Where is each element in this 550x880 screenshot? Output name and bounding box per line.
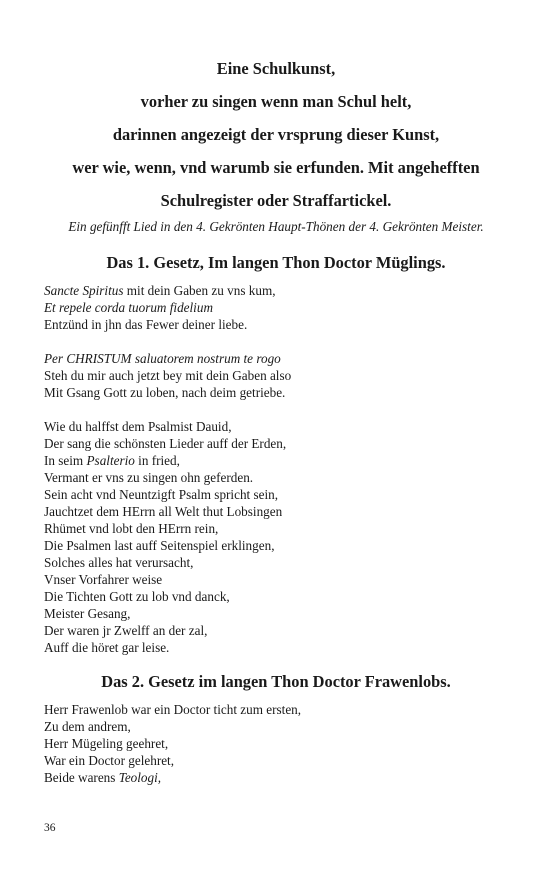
- verse-text: Die Tichten Gott zu lob vnd danck,: [44, 589, 230, 604]
- verse-line: [44, 282, 508, 299]
- verse-text: Meister Gesang,: [44, 606, 131, 621]
- verse-italic: Teologi,: [118, 770, 162, 785]
- title-line: Eine Schulkunst,: [216, 59, 336, 78]
- verse-text: Herr Frawenlob war ein Doctor ticht zum ersten,: [44, 702, 302, 717]
- title-line: wer wie, wenn, vnd warumb sie erfunden. Mit angehefften: [72, 158, 480, 177]
- verse-text: In seim: [44, 453, 87, 468]
- verse-text: Solches alles hat verursacht,: [44, 555, 194, 570]
- verse-italic: Psalterio: [86, 453, 135, 468]
- stanza: [44, 350, 508, 401]
- verse-text: Vermant er vns zu singen ohn geferden.: [44, 470, 254, 485]
- verse-line: [44, 588, 508, 605]
- verse-line: [44, 735, 508, 752]
- stanza: [44, 418, 508, 656]
- title-block: [44, 0, 508, 223]
- verse-text: Die Psalmen last auff Seitenspiel erklingen,: [44, 538, 275, 553]
- verse-italic: Per CHRISTUM saluatorem nostrum te rogo: [44, 351, 281, 366]
- subtitle: Ein gefünfft Lied in den 4. Gekrönten Haupt-Thönen der 4. Gekrönten Meister.: [68, 219, 484, 234]
- verse-line: [44, 639, 508, 656]
- verse-text: Herr Mügeling geehret,: [44, 736, 169, 751]
- stanza: [44, 282, 508, 333]
- verse-text: Zu dem andrem,: [44, 719, 131, 734]
- verse-line: [44, 435, 508, 452]
- verse-line: [44, 537, 508, 554]
- title-line: vorher zu singen wenn man Schul helt,: [140, 92, 412, 111]
- section-heading-2: Das 2. Gesetz im langen Thon Doctor Frawenlobs.: [101, 672, 451, 691]
- verse-text: Steh du mir auch jetzt bey mit dein Gaben also: [44, 368, 292, 383]
- verse-text: Der waren jr Zwelff an der zal,: [44, 623, 208, 638]
- verse-line: [44, 384, 508, 401]
- verse-line: [44, 701, 508, 718]
- verse-text: Mit Gsang Gott zu loben, nach deim getriebe.: [44, 385, 286, 400]
- verse-text: in fried,: [134, 453, 180, 468]
- verse-italic: Sancte Spiritus: [44, 283, 124, 298]
- verse-text: Der sang die schönsten Lieder auff der Erden,: [44, 436, 287, 451]
- verse-line: [44, 605, 508, 622]
- verse-line: [44, 486, 508, 503]
- page-number: 36: [44, 822, 56, 834]
- verse-line: [44, 469, 508, 486]
- verse-line: [44, 571, 508, 588]
- verse-line: [44, 367, 508, 384]
- verse-line: [44, 622, 508, 639]
- section-heading-1: Das 1. Gesetz, Im langen Thon Doctor Müglings.: [106, 253, 446, 272]
- verse-italic: Et repele corda tuorum fidelium: [44, 300, 213, 315]
- verse-line: [44, 752, 508, 769]
- verse-line: [44, 503, 508, 520]
- verse-text: Rhümet vnd lobt den HErrn rein,: [44, 521, 219, 536]
- verse-text: War ein Doctor gelehret,: [44, 753, 175, 768]
- verse-text: Entzünd in jhn das Fewer deiner liebe.: [44, 317, 248, 332]
- verse-line: [44, 418, 508, 435]
- verse-line: [44, 299, 508, 316]
- title-line: darinnen angezeigt der vrsprung dieser Kunst,: [112, 125, 440, 144]
- verse-text: Wie du halffst dem Psalmist Dauid,: [44, 419, 232, 434]
- verse-line: [44, 554, 508, 571]
- verse-text: Beide warens: [44, 770, 119, 785]
- verse-text: Auff die höret gar leise.: [44, 640, 170, 655]
- verse-line: [44, 350, 508, 367]
- stanza: [44, 701, 508, 786]
- title-line: Schulregister oder Straffartickel.: [160, 191, 392, 210]
- verse-line: [44, 718, 508, 735]
- verse-line: [44, 316, 508, 333]
- verse-text: mit dein Gaben zu vns kum,: [123, 283, 276, 298]
- verse-text: Jauchtzet dem HErrn all Welt thut Lobsingen: [44, 504, 283, 519]
- verse-text: Sein acht vnd Neuntzigft Psalm spricht sein,: [44, 487, 279, 502]
- verse-line: [44, 452, 508, 469]
- verse-text: Vnser Vorfahrer weise: [44, 572, 163, 587]
- verse-line: [44, 769, 508, 786]
- verse-line: [44, 520, 508, 537]
